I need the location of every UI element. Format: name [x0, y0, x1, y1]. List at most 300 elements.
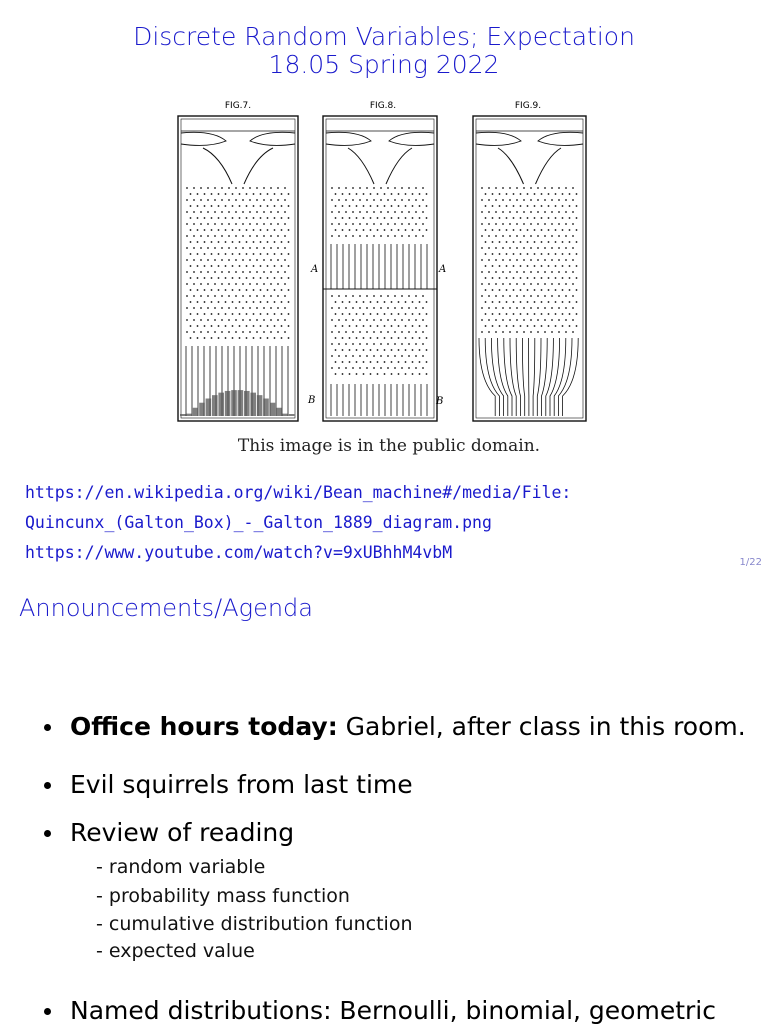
pin — [186, 271, 188, 273]
wikipedia-link-line1[interactable]: https://en.wikipedia.org/wiki/Bean_machine#/media/File: — [25, 483, 571, 502]
pin — [509, 223, 511, 225]
pin — [256, 331, 258, 333]
pin — [263, 199, 265, 201]
pin — [342, 205, 344, 207]
marker-a-right: A — [438, 264, 446, 275]
pin — [263, 235, 265, 237]
pin — [558, 331, 560, 333]
pin — [401, 199, 403, 201]
pin — [380, 187, 382, 189]
pin — [495, 271, 497, 273]
pin — [352, 307, 354, 309]
pin — [565, 223, 567, 225]
pin — [263, 211, 265, 213]
pin — [214, 271, 216, 273]
pin — [239, 217, 241, 219]
pin — [485, 253, 487, 255]
pin — [221, 331, 223, 333]
pin — [419, 217, 421, 219]
pin — [239, 265, 241, 267]
pin — [509, 319, 511, 321]
pin — [572, 247, 574, 249]
pin — [270, 223, 272, 225]
pin — [228, 211, 230, 213]
pin — [193, 295, 195, 297]
pin — [419, 337, 421, 339]
galton-board-figures — [170, 96, 596, 430]
pin — [338, 331, 340, 333]
pin — [516, 295, 518, 297]
pin — [495, 187, 497, 189]
pin — [281, 217, 283, 219]
pin — [384, 361, 386, 363]
pin — [232, 193, 234, 195]
pin — [352, 367, 354, 369]
pin — [225, 301, 227, 303]
pin — [387, 295, 389, 297]
pin — [235, 331, 237, 333]
pin — [253, 289, 255, 291]
pin — [274, 337, 276, 339]
pin — [267, 205, 269, 207]
pin — [548, 325, 550, 327]
pin — [380, 319, 382, 321]
pin — [331, 235, 333, 237]
pin — [516, 259, 518, 261]
pin — [370, 361, 372, 363]
pin — [284, 319, 286, 321]
pin — [534, 193, 536, 195]
slide-subtitle: 18.05 Spring 2022 — [0, 51, 768, 78]
pin — [398, 325, 400, 327]
pin — [401, 235, 403, 237]
pin — [214, 295, 216, 297]
bullet-dot-icon — [44, 1008, 51, 1015]
pin — [415, 331, 417, 333]
pin — [267, 253, 269, 255]
pin — [277, 331, 279, 333]
pin — [267, 313, 269, 315]
pin — [200, 259, 202, 261]
pin — [270, 187, 272, 189]
pin — [544, 199, 546, 201]
pin — [488, 331, 490, 333]
pin — [352, 331, 354, 333]
pin — [558, 235, 560, 237]
pin — [544, 259, 546, 261]
pin — [394, 199, 396, 201]
pin — [488, 211, 490, 213]
pin — [534, 205, 536, 207]
pin — [555, 289, 557, 291]
pin — [544, 187, 546, 189]
pin — [502, 223, 504, 225]
pin — [422, 343, 424, 345]
pin — [502, 331, 504, 333]
pin — [197, 217, 199, 219]
pin — [352, 223, 354, 225]
pin — [352, 319, 354, 321]
pin — [218, 241, 220, 243]
pin — [387, 307, 389, 309]
pin — [530, 199, 532, 201]
pin — [221, 259, 223, 261]
pin — [562, 313, 564, 315]
pin — [502, 235, 504, 237]
pin — [359, 235, 361, 237]
pin — [516, 199, 518, 201]
pin — [274, 313, 276, 315]
pin — [370, 325, 372, 327]
pin — [211, 205, 213, 207]
pin — [218, 289, 220, 291]
pin — [562, 205, 564, 207]
pin — [349, 325, 351, 327]
pin — [555, 229, 557, 231]
pin — [288, 193, 290, 195]
pin — [520, 277, 522, 279]
pin — [190, 301, 192, 303]
pin — [408, 307, 410, 309]
pin — [530, 247, 532, 249]
board-frame — [178, 116, 298, 421]
pin — [377, 205, 379, 207]
pin — [207, 283, 209, 285]
pin — [572, 319, 574, 321]
pin — [274, 241, 276, 243]
pin — [267, 241, 269, 243]
pin — [373, 343, 375, 345]
pin — [253, 253, 255, 255]
pin — [377, 217, 379, 219]
pin — [352, 211, 354, 213]
pin — [281, 241, 283, 243]
pin — [492, 277, 494, 279]
pin — [419, 373, 421, 375]
pin — [565, 319, 567, 321]
pin — [485, 217, 487, 219]
pin — [277, 235, 279, 237]
pin — [232, 217, 234, 219]
bead-pile — [206, 399, 212, 416]
youtube-link[interactable]: https://www.youtube.com/watch?v=9xUBhhM4vbM — [25, 543, 452, 562]
pin — [495, 295, 497, 297]
pin — [218, 313, 220, 315]
pin — [537, 199, 539, 201]
pin — [284, 223, 286, 225]
pin — [242, 319, 244, 321]
hopper-curve-right — [250, 132, 295, 145]
pin — [408, 199, 410, 201]
pin — [225, 325, 227, 327]
pin — [284, 271, 286, 273]
pin — [228, 259, 230, 261]
pin — [270, 283, 272, 285]
pin — [426, 217, 428, 219]
pin — [569, 325, 571, 327]
pin — [218, 193, 220, 195]
pin — [221, 199, 223, 201]
pin — [572, 307, 574, 309]
pin — [335, 361, 337, 363]
pin — [190, 277, 192, 279]
pin — [270, 271, 272, 273]
pin — [415, 199, 417, 201]
pin — [398, 349, 400, 351]
pin — [419, 229, 421, 231]
pin — [569, 265, 571, 267]
pin — [527, 217, 529, 219]
pin — [373, 331, 375, 333]
image-caption: This image is in the public domain. — [0, 436, 768, 456]
pin — [207, 223, 209, 225]
pin — [488, 259, 490, 261]
pin — [530, 307, 532, 309]
pin — [530, 331, 532, 333]
pin — [228, 319, 230, 321]
hopper-curve-right — [389, 132, 434, 145]
pin — [499, 229, 501, 231]
pin — [363, 373, 365, 375]
pin — [408, 295, 410, 297]
pin — [541, 325, 543, 327]
pin — [527, 301, 529, 303]
pin — [352, 343, 354, 345]
bead-pile — [180, 414, 186, 416]
pin — [394, 295, 396, 297]
pin — [288, 217, 290, 219]
pin — [370, 229, 372, 231]
bead-pile — [257, 395, 263, 416]
pin — [419, 325, 421, 327]
pin — [419, 193, 421, 195]
pin — [366, 343, 368, 345]
pin — [488, 295, 490, 297]
pin — [523, 259, 525, 261]
pin — [412, 205, 414, 207]
pin — [200, 307, 202, 309]
pin — [186, 259, 188, 261]
pin — [569, 289, 571, 291]
pin — [415, 367, 417, 369]
pin — [565, 271, 567, 273]
pin — [394, 343, 396, 345]
pin — [249, 283, 251, 285]
pin — [415, 211, 417, 213]
pin — [565, 295, 567, 297]
pin — [239, 289, 241, 291]
pin — [274, 325, 276, 327]
pin — [576, 277, 578, 279]
pin — [342, 337, 344, 339]
pin — [281, 325, 283, 327]
pin — [506, 241, 508, 243]
pin — [256, 247, 258, 249]
pin — [274, 205, 276, 207]
pin — [186, 187, 188, 189]
pin — [242, 199, 244, 201]
pin — [249, 187, 251, 189]
pin — [349, 217, 351, 219]
pin — [253, 265, 255, 267]
pin — [270, 247, 272, 249]
pin — [426, 373, 428, 375]
pin — [495, 235, 497, 237]
pin — [204, 265, 206, 267]
pin — [565, 331, 567, 333]
pin — [565, 307, 567, 309]
office-hours-detail: Gabriel, after class in this room. — [338, 712, 746, 741]
pin — [274, 277, 276, 279]
wikipedia-link-line2[interactable]: Quincunx_(Galton_Box)_-_Galton_1889_diagram.png — [25, 513, 492, 532]
pin — [288, 241, 290, 243]
pin — [502, 187, 504, 189]
pin — [200, 295, 202, 297]
pin — [211, 265, 213, 267]
pin — [263, 319, 265, 321]
pin — [502, 307, 504, 309]
pin — [373, 367, 375, 369]
pin — [288, 205, 290, 207]
pin — [249, 271, 251, 273]
sub-item-random-variable: - random variable — [96, 856, 265, 878]
pin — [377, 325, 379, 327]
pin — [551, 235, 553, 237]
pin — [366, 211, 368, 213]
section-title: Announcements/Agenda — [19, 594, 313, 622]
pin — [359, 307, 361, 309]
pin — [186, 319, 188, 321]
pin — [481, 283, 483, 285]
pin — [207, 247, 209, 249]
pin — [551, 295, 553, 297]
pin — [506, 325, 508, 327]
pin — [495, 319, 497, 321]
pin — [277, 247, 279, 249]
pin — [349, 313, 351, 315]
pin — [211, 277, 213, 279]
pin — [345, 367, 347, 369]
pin — [534, 289, 536, 291]
pin — [485, 325, 487, 327]
pin — [534, 265, 536, 267]
pin — [426, 361, 428, 363]
pin — [401, 187, 403, 189]
pin — [363, 229, 365, 231]
pin — [387, 187, 389, 189]
pin — [565, 283, 567, 285]
pin — [569, 313, 571, 315]
pin — [239, 205, 241, 207]
pin — [352, 235, 354, 237]
pin — [366, 235, 368, 237]
pin — [186, 223, 188, 225]
pin — [345, 199, 347, 201]
pin — [422, 367, 424, 369]
pin — [384, 301, 386, 303]
pin — [523, 247, 525, 249]
pin — [537, 283, 539, 285]
pin — [366, 187, 368, 189]
pin — [186, 247, 188, 249]
pin — [398, 217, 400, 219]
funnel-right — [244, 148, 273, 184]
pin — [398, 193, 400, 195]
pin — [373, 319, 375, 321]
pin — [218, 325, 220, 327]
pin — [391, 205, 393, 207]
pin — [204, 289, 206, 291]
pin — [495, 331, 497, 333]
pin — [366, 355, 368, 357]
pin — [481, 235, 483, 237]
pin — [555, 241, 557, 243]
funnel-left — [498, 148, 524, 184]
fig7-label: FIG.7. — [225, 101, 251, 111]
pin — [338, 187, 340, 189]
converging-slot — [537, 338, 541, 416]
board-inner-frame — [326, 119, 434, 418]
fig9-label: FIG.9. — [515, 101, 541, 111]
pin — [394, 235, 396, 237]
pin — [502, 259, 504, 261]
pin — [527, 289, 529, 291]
pin — [197, 277, 199, 279]
pin — [373, 223, 375, 225]
pin — [380, 235, 382, 237]
pin — [246, 301, 248, 303]
pin — [499, 277, 501, 279]
pin — [190, 337, 192, 339]
pin — [246, 205, 248, 207]
pin — [516, 307, 518, 309]
pin — [495, 283, 497, 285]
pin — [232, 265, 234, 267]
pin — [242, 295, 244, 297]
pin — [422, 199, 424, 201]
pin — [242, 223, 244, 225]
pin — [288, 265, 290, 267]
pin — [565, 247, 567, 249]
marker-b-left: B — [307, 395, 315, 406]
pin — [426, 205, 428, 207]
pin — [398, 373, 400, 375]
pin — [506, 253, 508, 255]
pin — [509, 307, 511, 309]
pin — [284, 211, 286, 213]
pin — [408, 235, 410, 237]
pin — [394, 307, 396, 309]
pin — [394, 223, 396, 225]
pin — [509, 331, 511, 333]
bullet-dot-icon — [44, 724, 51, 731]
pin — [345, 343, 347, 345]
pin — [239, 229, 241, 231]
pin — [366, 307, 368, 309]
pin — [516, 283, 518, 285]
pin — [391, 349, 393, 351]
pin — [572, 259, 574, 261]
pin — [548, 205, 550, 207]
pin — [488, 283, 490, 285]
pin — [246, 289, 248, 291]
pin — [370, 337, 372, 339]
pin — [391, 193, 393, 195]
pin — [544, 223, 546, 225]
pin — [569, 241, 571, 243]
pin — [218, 277, 220, 279]
pin — [412, 193, 414, 195]
